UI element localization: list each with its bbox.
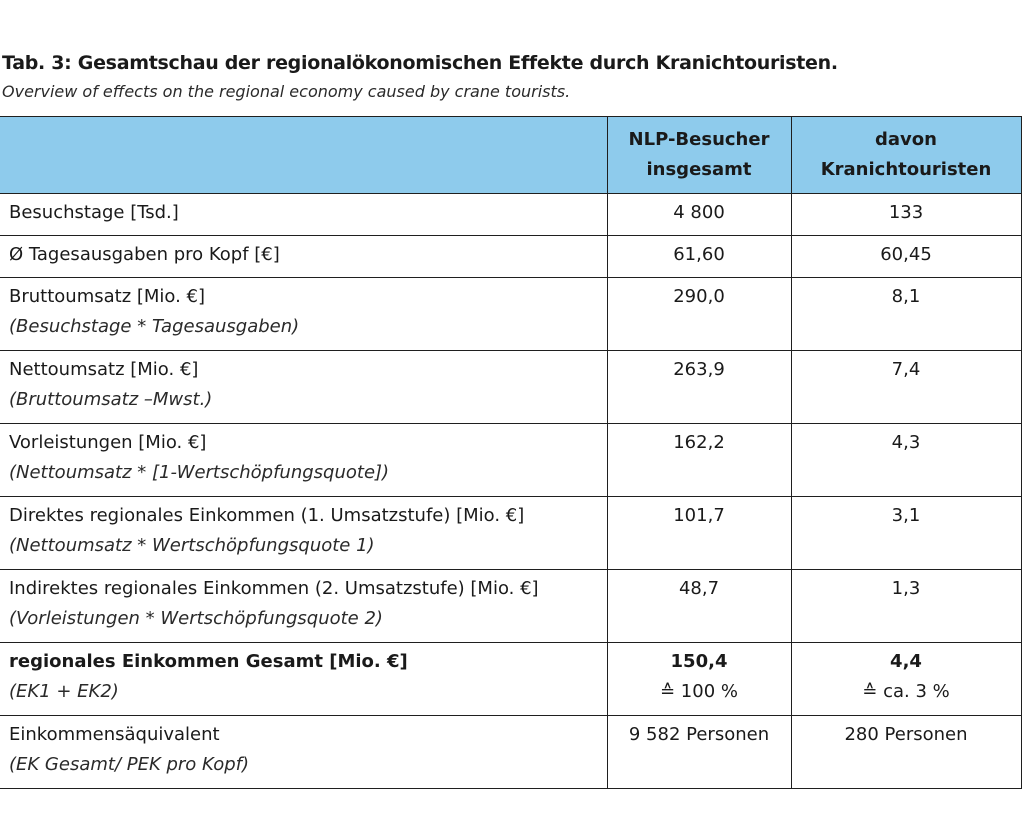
value-cell-nlp xyxy=(607,716,791,789)
value-cell-nlp xyxy=(607,194,791,236)
row-label: Vorleistungen [Mio. €] xyxy=(9,432,207,453)
value-text: 61,60 xyxy=(673,244,725,265)
row-label: Besuchstage [Tsd.] xyxy=(9,202,179,223)
table-row-total xyxy=(0,643,1021,716)
value-text: 48,7 xyxy=(678,578,720,599)
header-text: davon xyxy=(875,129,937,150)
value-cell-crane xyxy=(791,497,1021,570)
row-formula: (Besuchstage * Tagesausgaben) xyxy=(9,316,300,337)
value-text: 7,4 xyxy=(891,359,921,380)
header-text: insgesamt xyxy=(646,159,752,180)
value-text: 8,1 xyxy=(891,286,921,307)
row-label-cell xyxy=(0,278,607,351)
row-label-cell xyxy=(0,716,607,789)
value-text: 263,9 xyxy=(673,359,725,380)
value-text: 4,3 xyxy=(891,432,921,453)
header-cell-nlp-besucher xyxy=(607,117,791,194)
table-row xyxy=(0,497,1021,570)
value-text: 150,4 xyxy=(670,651,728,672)
value-text: 4 800 xyxy=(673,202,725,223)
header-cell-label xyxy=(0,117,607,194)
value-text: 1,3 xyxy=(891,578,921,599)
value-share-text: ≙ ca. 3 % xyxy=(862,681,950,702)
value-cell-crane xyxy=(791,643,1021,716)
value-text: 60,45 xyxy=(880,244,932,265)
table-row xyxy=(0,351,1021,424)
row-label: regionales Einkommen Gesamt [Mio. €] xyxy=(9,651,408,672)
table-row xyxy=(0,236,1021,278)
value-cell-nlp xyxy=(607,351,791,424)
table-row xyxy=(0,716,1021,789)
row-formula: (Bruttoumsatz –Mwst.) xyxy=(9,389,213,410)
table-row xyxy=(0,278,1021,351)
row-label: Indirektes regionales Einkommen (2. Umsatzstufe) [Mio. €] xyxy=(9,578,539,599)
value-cell-nlp xyxy=(607,236,791,278)
header-text: Kranichtouristen xyxy=(820,159,992,180)
value-share-text: ≙ 100 % xyxy=(660,681,738,702)
header-cell-kranichtouristen xyxy=(791,117,1021,194)
row-label-cell xyxy=(0,643,607,716)
value-text: 280 Personen xyxy=(844,724,968,745)
table-body xyxy=(0,194,1021,789)
value-cell-crane xyxy=(791,716,1021,789)
row-label: Bruttoumsatz [Mio. €] xyxy=(9,286,206,307)
value-text: 4,4 xyxy=(890,651,922,672)
row-label-cell xyxy=(0,570,607,643)
value-cell-crane xyxy=(791,570,1021,643)
value-text: 3,1 xyxy=(891,505,921,526)
table-caption-subtitle: Overview of effects on the regional economy caused by crane tourists. xyxy=(2,82,571,101)
effects-table xyxy=(0,116,1022,789)
row-label: Direktes regionales Einkommen (1. Umsatzstufe) [Mio. €] xyxy=(9,505,525,526)
value-cell-crane xyxy=(791,351,1021,424)
row-label-cell xyxy=(0,497,607,570)
value-cell-crane xyxy=(791,194,1021,236)
row-formula: (EK Gesamt/ PEK pro Kopf) xyxy=(9,754,250,775)
value-cell-nlp xyxy=(607,570,791,643)
table-header xyxy=(0,117,1021,194)
row-label-cell xyxy=(0,194,607,236)
value-text: 290,0 xyxy=(673,286,725,307)
value-cell-nlp xyxy=(607,643,791,716)
value-text: 101,7 xyxy=(673,505,725,526)
value-cell-nlp xyxy=(607,424,791,497)
header-text: NLP-Besucher xyxy=(628,129,770,150)
value-text: 133 xyxy=(888,202,924,223)
row-formula: (EK1 + EK2) xyxy=(9,681,119,702)
header-row xyxy=(0,117,1021,194)
value-text: 9 582 Personen xyxy=(628,724,770,745)
table-row xyxy=(0,570,1021,643)
value-cell-nlp xyxy=(607,278,791,351)
table-row xyxy=(0,424,1021,497)
row-formula: (Nettoumsatz * [1-Wertschöpfungsquote]) xyxy=(9,462,390,483)
value-cell-crane xyxy=(791,236,1021,278)
row-label-cell xyxy=(0,424,607,497)
table-caption-title: Tab. 3: Gesamtschau der regionalökonomischen Effekte durch Kranichtouristen. xyxy=(2,52,838,74)
value-text: 162,2 xyxy=(673,432,725,453)
row-formula: (Vorleistungen * Wertschöpfungsquote 2) xyxy=(9,608,383,629)
table-row xyxy=(0,194,1021,236)
row-label: Ø Tagesausgaben pro Kopf [€] xyxy=(9,244,280,265)
row-label-cell xyxy=(0,351,607,424)
value-cell-crane xyxy=(791,424,1021,497)
value-cell-crane xyxy=(791,278,1021,351)
row-formula: (Nettoumsatz * Wertschöpfungsquote 1) xyxy=(9,535,375,556)
row-label-cell xyxy=(0,236,607,278)
value-cell-nlp xyxy=(607,497,791,570)
row-label: Einkommensäquivalent xyxy=(9,724,220,745)
row-label: Nettoumsatz [Mio. €] xyxy=(9,359,199,380)
